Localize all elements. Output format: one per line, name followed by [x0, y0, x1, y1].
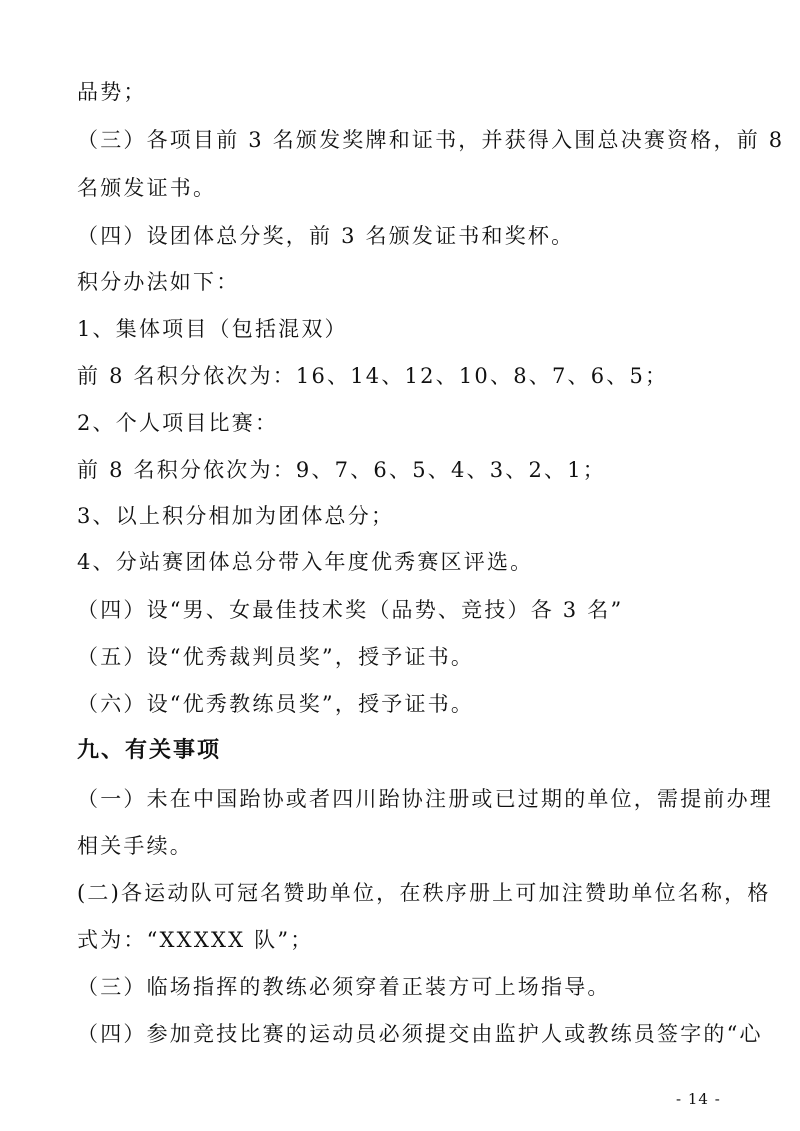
text-line-pinshi: 品势； — [77, 80, 147, 104]
text-line-coach-award: （六）设“优秀教练员奖”，授予证书。 — [77, 692, 475, 716]
text-line-top8-certificate: 名颁发证书。 — [77, 176, 217, 200]
text-line-individual-events: 2、个人项目比赛： — [77, 411, 279, 435]
text-line-award-top3: （三）各项目前 3 名颁发奖牌和证书，并获得入围总决赛资格，前 8 — [77, 128, 785, 152]
text-line-team-total: 3、以上积分相加为团体总分； — [77, 504, 395, 528]
text-line-sponsor-format: 式为：“XXXXX 队”； — [77, 928, 314, 952]
text-line-registration: （一）未在中国跆协或者四川跆协注册或已过期的单位，需提前办理 — [77, 787, 773, 811]
text-line-coach-dress: （三）临场指挥的教练必须穿着正装方可上场指导。 — [77, 975, 611, 999]
text-line-individual-points: 前 8 名积分依次为：9、7、6、5、4、3、2、1； — [77, 458, 606, 482]
text-line-sponsor-naming: (二)各运动队可冠名赞助单位，在秩序册上可加注赞助单位名称，格 — [77, 881, 771, 905]
text-line-scoring-method: 积分办法如下： — [77, 270, 240, 294]
text-line-team-award: （四）设团体总分奖，前 3 名颁发证书和奖杯。 — [77, 224, 575, 248]
text-line-best-technique-award: （四）设“男、女最佳技术奖（品势、竞技）各 3 名” — [77, 598, 624, 622]
text-line-athlete-consent: （四）参加竞技比赛的运动员必须提交由监护人或教练员签字的“心 — [77, 1022, 763, 1046]
text-line-group-events: 1、集体项目（包括混双） — [77, 317, 348, 341]
text-line-group-points: 前 8 名积分依次为：16、14、12、10、8、7、6、5； — [77, 364, 669, 388]
text-line-annual-evaluation: 4、分站赛团体总分带入年度优秀赛区评选。 — [77, 550, 534, 574]
text-line-referee-award: （五）设“优秀裁判员奖”，授予证书。 — [77, 645, 475, 669]
text-line-registration-cont: 相关手续。 — [77, 834, 193, 858]
page-number: - 14 - — [676, 1090, 721, 1108]
section-heading-related-matters: 九、有关事项 — [77, 738, 222, 763]
